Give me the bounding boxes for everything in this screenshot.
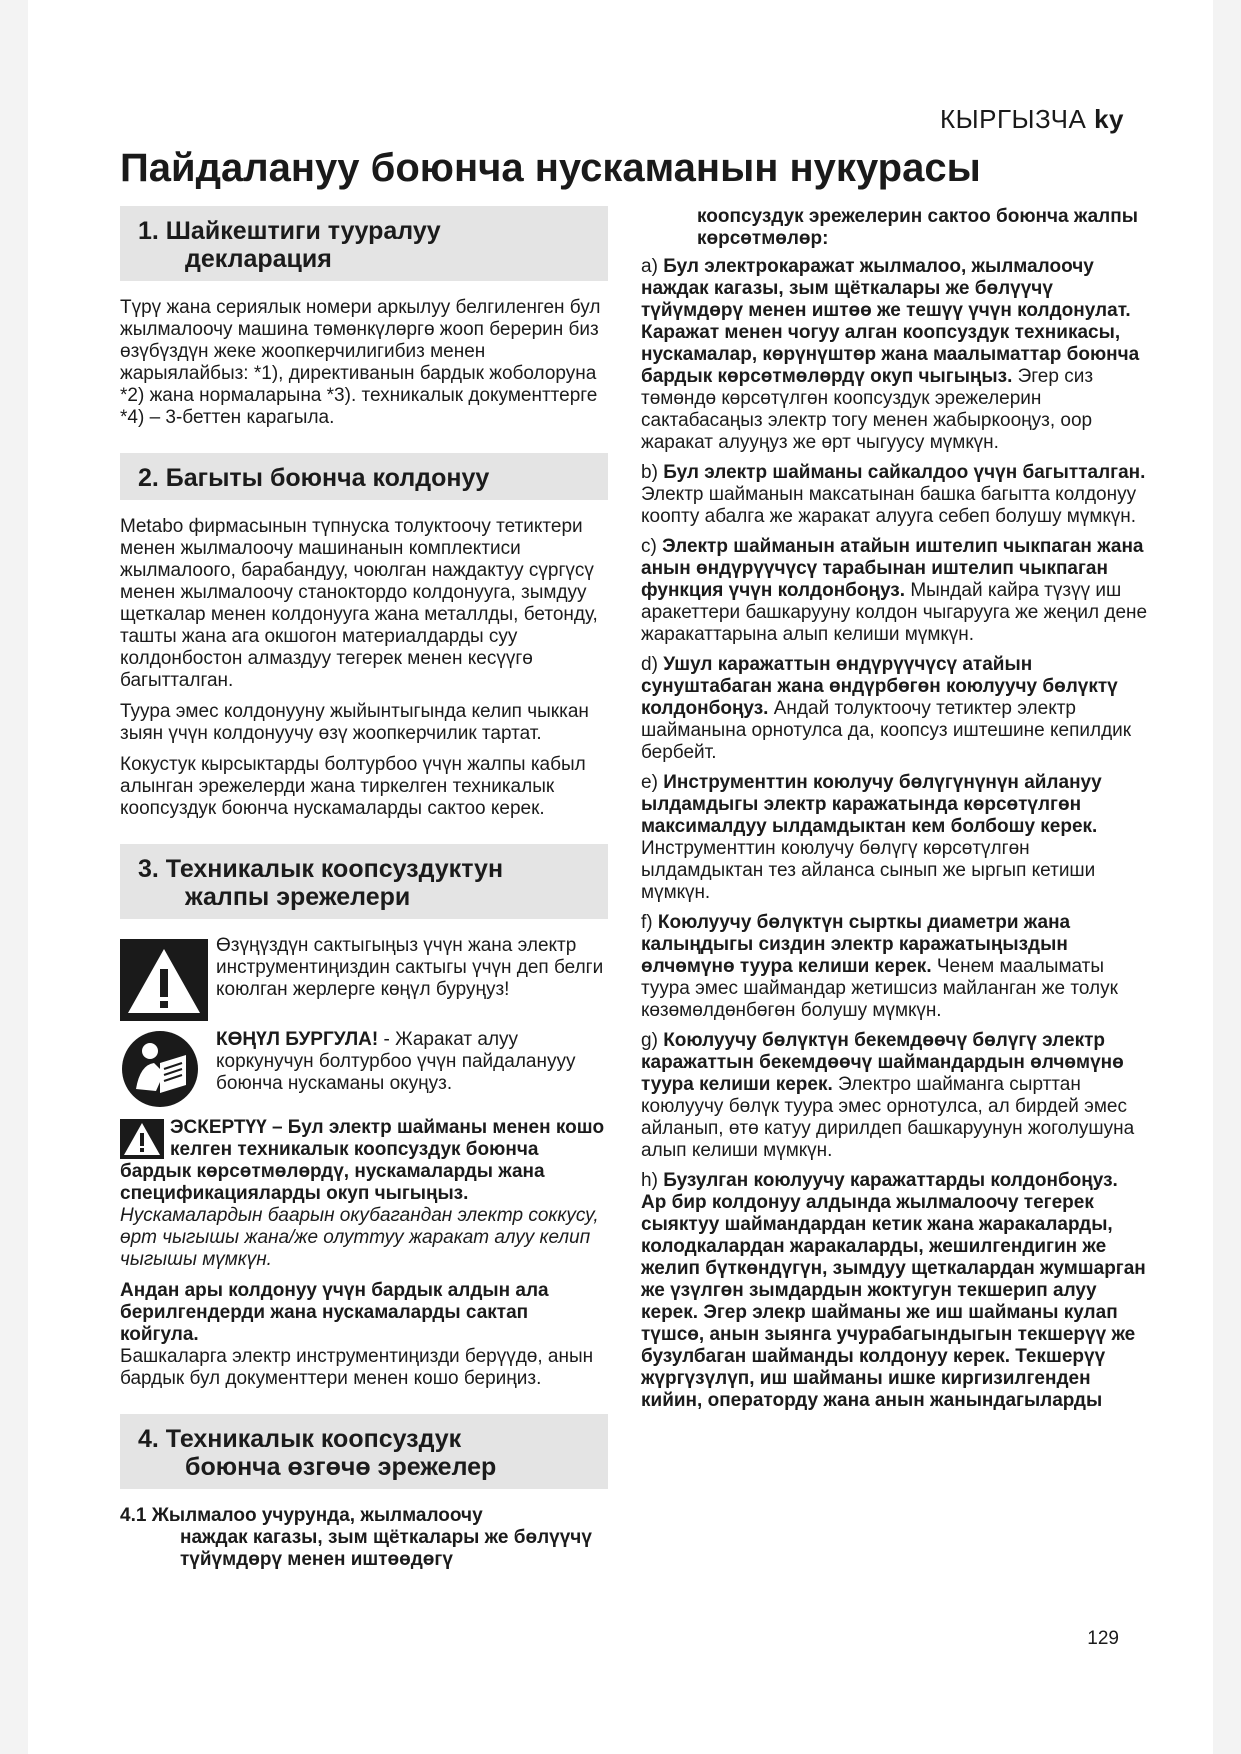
rule-item-c-letter: c) xyxy=(641,536,657,557)
warning-read-manual-body: - Жаракат алуу коркунучун болтурбоо үчүн пайдаланууу боюнча нускаманы окуңуз. xyxy=(216,1029,576,1094)
rule-item-d-letter: d) xyxy=(641,654,658,675)
left-column xyxy=(120,206,608,1580)
rule-item-f xyxy=(641,912,1148,1022)
right-continued-heading: коопсуздук эрежелерин сактоо боюнча жалпы көрсөтмөлөр: xyxy=(697,206,1138,249)
rule-item-d xyxy=(641,654,1148,764)
rule-item-g-letter: g) xyxy=(641,1030,658,1051)
keep-instructions-bold xyxy=(120,1280,608,1346)
warning-caution-paragraph xyxy=(120,1117,608,1271)
rule-item-g-bold: Коюлуучу бөлүктүн бекемдөөчү бөлүгү электр каражаттын бекемдөөчү шаймандардын өлчөмүнө туура келиши керек. xyxy=(641,1030,1124,1095)
subsection-4-1-number: 4.1 xyxy=(120,1505,147,1526)
rule-item-h-letter: h) xyxy=(641,1170,658,1191)
rule-item-b-letter: b) xyxy=(641,462,658,483)
rule-item-a-letter: a) xyxy=(641,256,658,277)
warning-triangle-icon xyxy=(120,939,208,1021)
section-2-p1: Metabo фирмасынын түпнуска толуктоочу тетиктери менен жылмалоочу машинанын комплектиси жылмалоого, барабандуу, чоюлган наждактуу сүргүсү менен жылмалоочу станоктордо колдонууга, зымдуу щеткалар менен колдонууга жана металлды, бетонду, ташты жана ага окшогон материалдарды суу колдонбостон алмаздуу тегерек менен кесүүгө багытталган. xyxy=(120,516,598,691)
section-1-heading-line2: декларация xyxy=(185,245,332,273)
subsection-4-1-rest: наждак кагазы, зым щёткалары же бөлүүчү түйүмдөрү менен иштөөдөгү xyxy=(180,1527,592,1570)
language-label xyxy=(940,104,1124,135)
warning-read-manual xyxy=(120,1029,608,1109)
rule-item-d-text: Андай толуктоочу тетиктер электр шайманына орнотулса да, коопсуз иштешине кепилдик бербейт. xyxy=(641,698,1132,763)
rule-item-e-letter: e) xyxy=(641,772,658,793)
warning-read-manual-text xyxy=(216,1029,608,1109)
caution-bold-text: ЭСКЕРТҮҮ – Бул электр шайманы менен кошо келген техникалык коопсуздук боюнча бардык көрсөтмөлөрдү, нускамаларды жана спецификацияларды окуп чыгыңыз. xyxy=(120,1117,605,1204)
page xyxy=(28,0,1213,1754)
section-2-heading xyxy=(120,453,608,500)
rule-item-h-bold: Бузулган коюлуучу каражаттарды колдонбоңуз. Ар бир колдонуу алдында жылмалоочу тегерек сыяктуу шаймандардан кетик жана жаракаларды, колодкалардан жаракаларды, жешилгендигин же желип бүткөндүгүн, зымдуу щеткалардан жумшарган же үзүлгөн зымдардын жоктугун текшерип алуу керек. Эгер элекр шайманы же иш шайманы кулап түшсө, анын зыянга учурабагындыгын текшерүү же бузулбаган шайманды колдонуу керек. Текшерүү жүргүзүлүп, иш шайманы ишке киргизилгенден кийин, операторду жана анын жанындагыларды xyxy=(641,1170,1146,1411)
section-2-p2: Туура эмес колдонууну жыйынтыгында келип чыккан зыян үчүн колдонуучу өзү жоопкерчилик тартат. xyxy=(120,701,589,744)
section-1-text: Түрү жана сериялык номери аркылуу белгиленген бул жылмалоочу машина төмөнкүлөргө жооп берерин биз өзүбүздүн жеке жоопкерчилигибиз менен жарыялайбыз: *1), директиванын бардык жоболоруна *2) жана нормаларына *3). техникалык документтерге *4) – 3-беттен карагыла. xyxy=(120,297,601,428)
rule-item-b-bold: Бул электр шайманы сайкалдоо үчүн багытталган. xyxy=(663,462,1146,483)
rule-item-f-bold: Коюлуучу бөлүктүн сырткы диаметри жана калыңдыгы сиздин электр каражатыңыздын өлчөмүнө туура келиши керек. xyxy=(641,912,1071,977)
right-column xyxy=(641,206,1148,1420)
rule-item-h xyxy=(641,1170,1148,1412)
section-1-heading xyxy=(120,206,608,281)
rule-item-c xyxy=(641,536,1148,646)
rule-item-a-bold: Бул электрокаражат жылмалоо, жылмалоочу наждак кагазы, зым щёткалары же бөлүүчү түйүмдөрү менен иштөө же тешүү үчүн колдонулат. Каражат менен чогуу алган коопсуздук техникасы, нускамалар, көрүнүштөр жана маалыматтар боюнча бардык көрсөтмөлөрдү окуп чыгыңыз. xyxy=(641,256,1140,387)
rule-item-c-text: Мындай кайра түзүү иш аракеттери башкарууну колдон чыгарууга же жеңил дене жаракаттарына алып келиши мүмкүн. xyxy=(641,580,1148,645)
read-manual-icon xyxy=(120,1029,208,1109)
keep-instructions-bold-text: Андан ары колдонуу үчүн бардык алдын ала берилгендерди жана нускамаларды сактап койгула. xyxy=(120,1280,549,1345)
warning-read-manual-bold: КӨҢҮЛ БУРГУЛА! xyxy=(216,1029,379,1050)
keep-instructions-text: Башкаларга электр инструментиңизди берүүдө, анын бардык бул документтери менен кошо бериңиз. xyxy=(120,1346,594,1389)
rule-item-f-text: Ченем маалыматы туура эмес шаймандар жетишсиз майланган же толук көзөмөлдөнбөгөн болушу мүмкүн. xyxy=(641,956,1118,1021)
rule-item-a xyxy=(641,256,1148,454)
section-4-heading xyxy=(120,1414,608,1489)
rule-item-f-letter: f) xyxy=(641,912,653,933)
section-4-heading-line1: 4. Техникалык коопсуздук xyxy=(138,1425,462,1453)
rule-item-g-text: Электро шайманга сырттан коюлуучу бөлүк туура эмес орнотулса, ал бирдей эмес айланып, өтө катуу дирилдеп башкаруунун жоголушуна алып келиши мүмкүн. xyxy=(641,1074,1135,1161)
subsection-4-1-line1: Жылмалоо учурунда, жылмалоочу xyxy=(151,1505,483,1526)
section-3-heading xyxy=(120,844,608,919)
rule-item-a-text: Эгер сиз төмөндө көрсөтүлгөн коопсуздук эрежелерин сактабасаңыз электр тогу менен жабыркооңуз, оор жаракат алууңуз же өрт чыгуусу мүмкүн. xyxy=(641,366,1094,453)
section-4-heading-line2: боюнча өзгөчө эрежелер xyxy=(185,1453,497,1481)
section-3-heading-line1: 3. Техникалык коопсуздуктун xyxy=(138,855,504,883)
rule-item-e-text: Инструменттин коюлучу бөлүгү көрсөтүлгөн ылдамдыктан тез айланса сынып же ыргып кетиши мүмкүн. xyxy=(641,838,1096,903)
rule-item-b xyxy=(641,462,1148,528)
rule-item-e-bold: Инструменттин коюлучу бөлүгүнүнүн айлануу ылдамдыгы электр каражатында көрсөтүлгөн максималдуу ылдамдыктан кем болбошу керек. xyxy=(641,772,1102,837)
caution-triangle-icon xyxy=(120,1119,164,1159)
document-title: Пайдалануу боюнча нускаманын нукурасы xyxy=(120,146,981,190)
language-code: ky xyxy=(1094,104,1124,134)
section-1-heading-line1: 1. Шайкештиги тууралуу xyxy=(138,217,441,245)
rule-item-c-bold: Электр шайманын атайын иштелип чыкпаган жана анын өндүрүүчүсү тарабынан иштелип чыкпаган функция үчүн колдонбоңуз. xyxy=(641,536,1144,601)
warning-attention-text: Өзүңүздүн сактыгыңыз үчүн жана электр инструментиңиздин сактыгы үчүн деп белги коюлган жерлерге көңүл буруңуз! xyxy=(216,935,604,1000)
page-number: 129 xyxy=(1087,1628,1119,1649)
section-2-heading-text: 2. Багыты боюнча колдонуу xyxy=(138,464,490,492)
section-2-p3: Кокустук кырсыктарды болтурбоо үчүн жалпы кабыл алынган эрежелерди жана тиркелген техникалык коопсуздук боюнча нускамаларды сактоо керек. xyxy=(120,754,586,819)
rule-item-e xyxy=(641,772,1148,904)
rule-item-d-bold: Ушул каражаттын өндүрүүчүсү атайын сунуштабаган жана өндүрбөгөн коюлуучу бөлүктү колдонбоңуз. xyxy=(641,654,1118,719)
section-3-heading-line2: жалпы эрежелери xyxy=(185,883,411,911)
language-name: КЫРГЫЗЧА xyxy=(939,104,1087,134)
rule-item-b-text: Электр шайманын максатынан башка багытта колдонуу коопту абалга же жаракат алууга себеп болушу мүмкүн. xyxy=(641,484,1137,527)
warning-attention xyxy=(120,935,608,1021)
caution-italic-text: Нускамалардын баарын окубагандан электр соккусу, өрт чыгышы жана/же олуттуу жаракат алуу келип чыгышы мүмкүн. xyxy=(120,1205,599,1270)
subsection-4-1-title xyxy=(120,1505,608,1571)
rule-item-g xyxy=(641,1030,1148,1162)
